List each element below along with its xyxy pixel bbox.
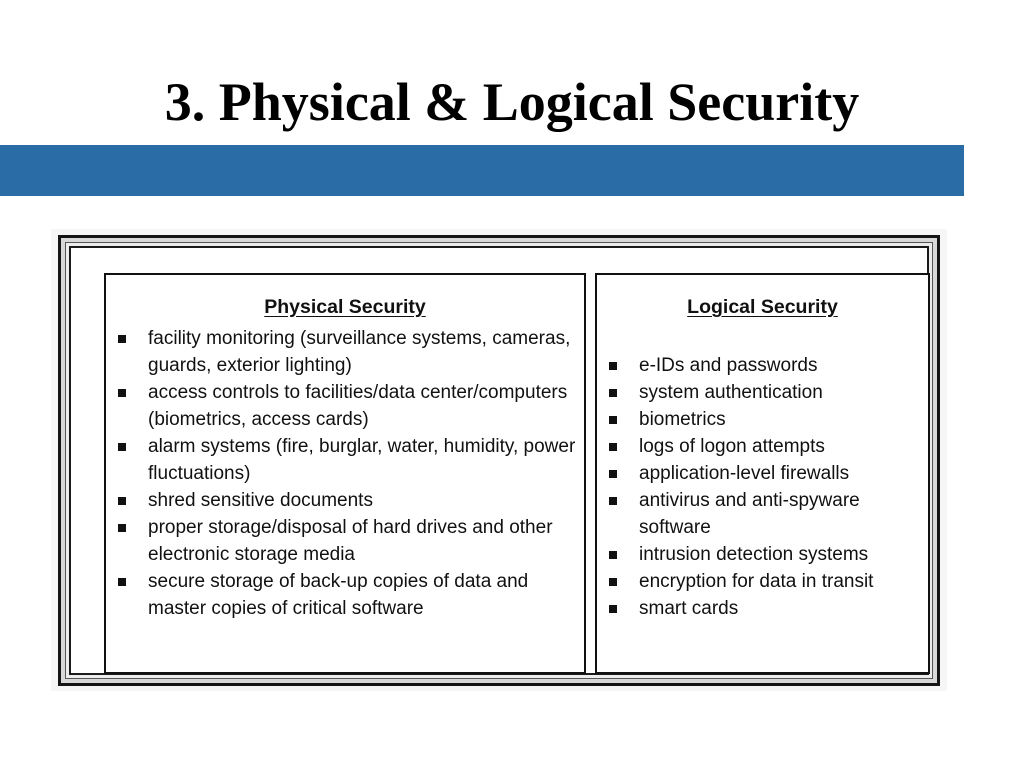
list-item: facility monitoring (surveillance systems, cameras, guards, exterior lighting) xyxy=(118,325,576,379)
list-item: proper storage/disposal of hard drives and other electronic storage media xyxy=(118,514,576,568)
list-item: smart cards xyxy=(609,595,922,622)
bullet-icon xyxy=(118,497,126,505)
bullet-icon xyxy=(118,578,126,586)
bullet-icon xyxy=(609,551,617,559)
list-item: shred sensitive documents xyxy=(118,487,576,514)
list-item: logs of logon attempts xyxy=(609,433,922,460)
bullet-icon xyxy=(609,605,617,613)
list-item: encryption for data in transit xyxy=(609,568,922,595)
bullet-icon xyxy=(609,416,617,424)
bullet-icon xyxy=(118,524,126,532)
list-item: e-IDs and passwords xyxy=(609,352,922,379)
bullet-icon xyxy=(609,389,617,397)
title-accent-bar xyxy=(0,145,964,196)
physical-security-list xyxy=(106,325,584,622)
security-comparison-figure xyxy=(51,229,947,691)
list-item: biometrics xyxy=(609,406,922,433)
bullet-icon xyxy=(609,578,617,586)
list-item: alarm systems (fire, burglar, water, humidity, power fluctuations) xyxy=(118,433,576,487)
list-item: secure storage of back-up copies of data and master copies of critical software xyxy=(118,568,576,622)
bullet-icon xyxy=(118,389,126,397)
bullet-icon xyxy=(609,470,617,478)
bullet-icon xyxy=(118,335,126,343)
physical-security-heading: Physical Security xyxy=(264,296,426,318)
bullet-icon xyxy=(118,443,126,451)
list-item: intrusion detection systems xyxy=(609,541,922,568)
list-item: antivirus and anti-spyware software xyxy=(609,487,922,541)
list-item: system authentication xyxy=(609,379,922,406)
physical-security-panel xyxy=(104,273,586,674)
slide-title: 3. Physical & Logical Security xyxy=(164,72,860,132)
bullet-icon xyxy=(609,362,617,370)
logical-security-panel xyxy=(595,273,930,674)
bullet-icon xyxy=(609,443,617,451)
figure-frame xyxy=(58,235,940,686)
list-item: access controls to facilities/data center/computers (biometrics, access cards) xyxy=(118,379,576,433)
list-item: application-level firewalls xyxy=(609,460,922,487)
logical-security-list xyxy=(597,352,928,622)
logical-security-heading: Logical Security xyxy=(687,296,838,318)
bullet-icon xyxy=(609,497,617,505)
